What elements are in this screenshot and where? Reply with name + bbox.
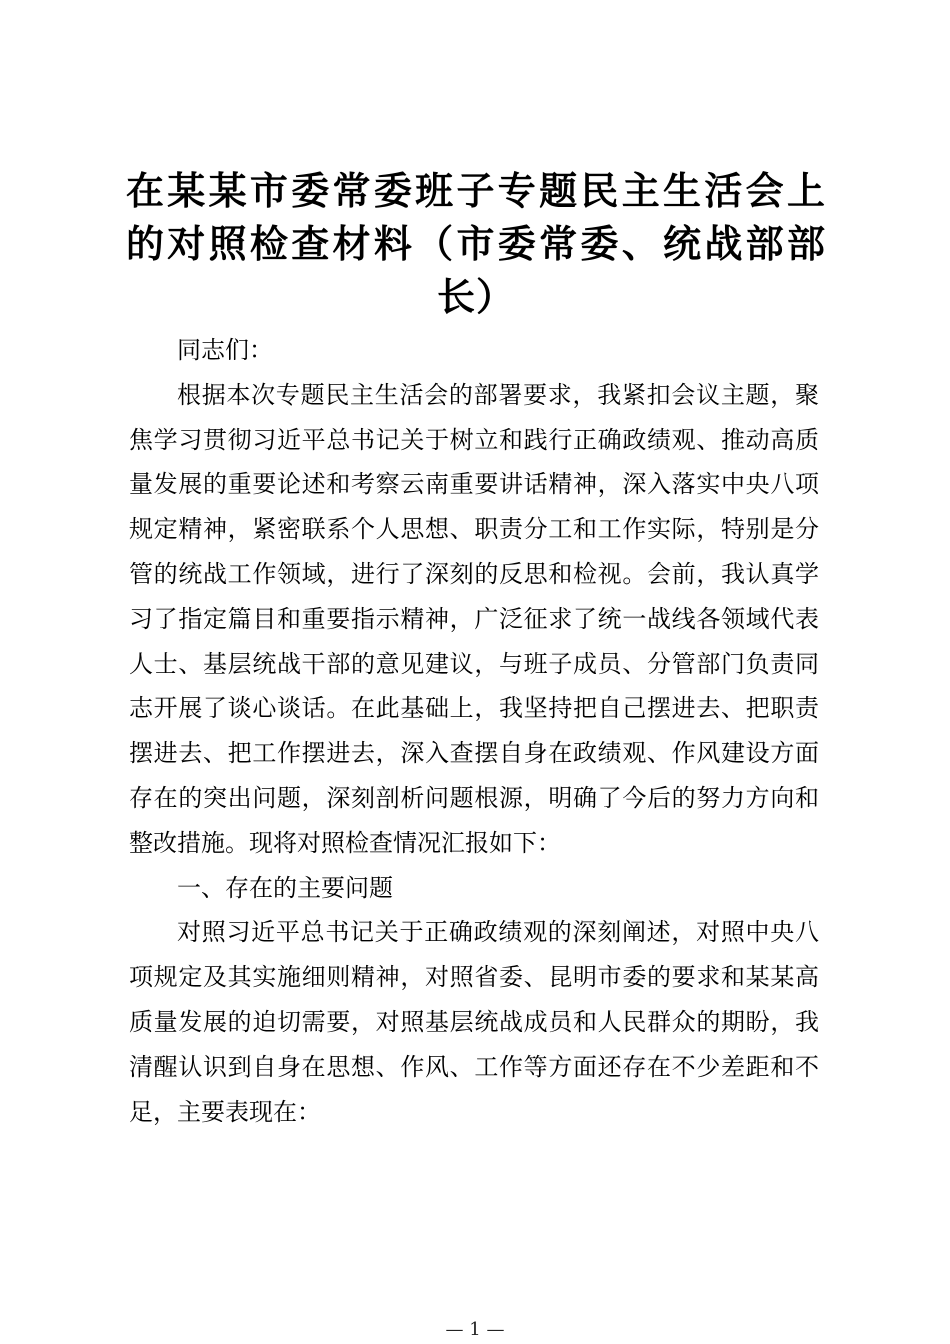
section-paragraph: 对照习近平总书记关于正确政绩观的深刻阐述，对照中央八项规定及其实施细则精神，对照省委、昆明市委的要求和某某高质量发展的迫切需要，对照基层统战成员和人民群众的期盼，我清醒认识到自身在思想、作风、工作等方面还存在不少差距和不足，主要表现在： — [129, 918, 819, 1126]
section-heading: 一、存在的主要问题 — [177, 873, 393, 902]
page-number: — 1 — — [445, 1319, 505, 1340]
intro-paragraph: 根据本次专题民主生活会的部署要求，我紧扣会议主题，聚焦学习贯彻习近平总书记关于树立和践行正确政绩观、推动高质量发展的重要论述和考察云南重要讲话精神，深入落实中央八项规定精神，紧密联系个人思想、职责分工和工作实际，特别是分管的统战工作领域，进行了深刻的反思和检视。会前，我认真学习了指定篇目和重要指示精神，广泛征求了统一战线各领域代表人士、基层统战干部的意见建议，与班子成员、分管部门负责同志开展了谈心谈话。在此基础上，我坚持把自己摆进去、把职责摆进去、把工作摆进去，深入查摆自身在政绩观、作风建设方面存在的突出问题，深刻剖析问题根源，明确了今后的努力方向和整改措施。现将对照检查情况汇报如下： — [129, 380, 819, 857]
document-body — [129, 328, 819, 1134]
document-title: 在某某市委常委班子专题民主生活会上的对照检查材料（市委常委、统战部部长） — [126, 168, 826, 319]
salutation: 同志们： — [177, 336, 273, 364]
